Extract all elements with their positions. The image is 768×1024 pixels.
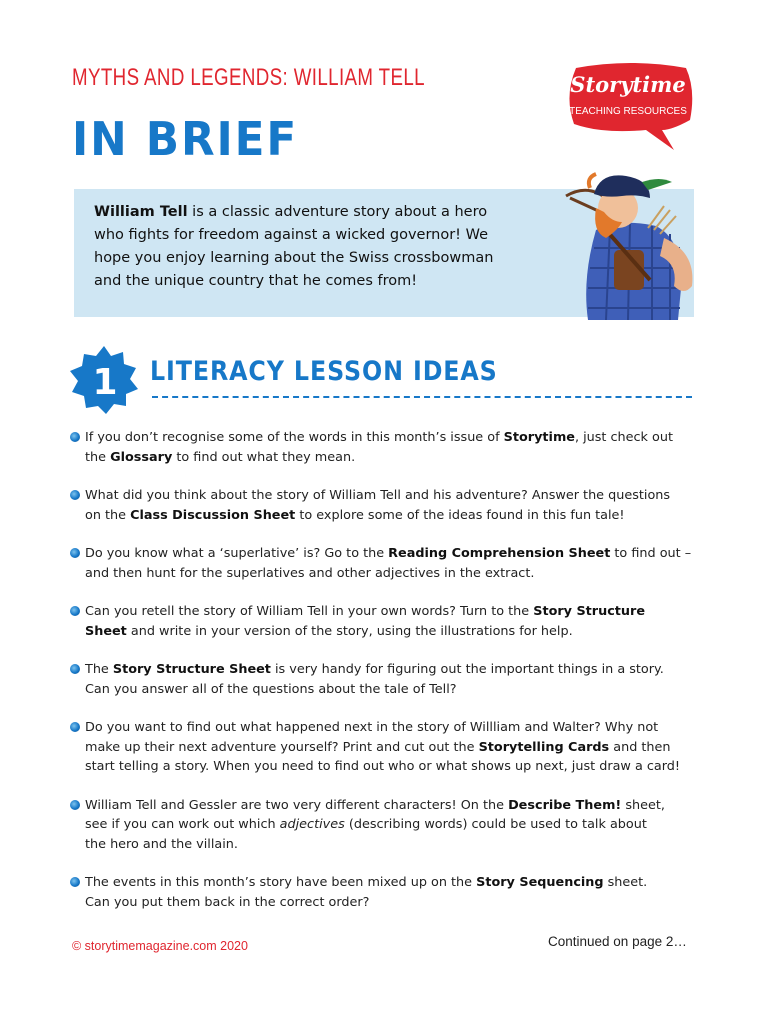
idea-bold: Reading Comprehension Sheet bbox=[388, 546, 611, 561]
list-item bbox=[70, 486, 710, 525]
list-item bbox=[70, 796, 710, 855]
idea-text: Can you retell the story of William Tell in your own words? Turn to the bbox=[85, 604, 534, 619]
page-subtitle: MYTHS AND LEGENDS: WILLIAM TELL bbox=[72, 64, 425, 91]
idea-text: to find out what they mean. bbox=[172, 449, 356, 465]
idea-text: (describing words) could be used to talk about bbox=[344, 817, 647, 832]
idea-bold: Storytelling Cards bbox=[478, 739, 610, 755]
idea-bold: Story Structure bbox=[533, 604, 646, 619]
bullet-icon bbox=[70, 800, 80, 810]
intro-name: William Tell bbox=[94, 204, 188, 220]
intro-line-3: hope you enjoy learning about the Swiss crossbowman bbox=[94, 250, 494, 266]
storytime-logo bbox=[562, 60, 698, 152]
intro-text bbox=[94, 201, 554, 293]
idea-text: Do you want to find out what happened next in the story of Willliam and Walter? Why not bbox=[85, 720, 659, 735]
list-item bbox=[70, 873, 710, 912]
idea-text: the bbox=[85, 449, 111, 465]
section-title: LITERACY LESSON IDEAS bbox=[150, 356, 498, 387]
page-title: IN BRIEF bbox=[72, 112, 299, 166]
bullet-icon bbox=[70, 432, 80, 442]
bullet-icon bbox=[70, 664, 80, 674]
logo-tagline: TEACHING RESOURCES bbox=[569, 106, 687, 117]
idea-bold: Storytime bbox=[503, 430, 575, 445]
idea-text: sheet. bbox=[603, 875, 648, 890]
idea-text: , just check out bbox=[574, 430, 673, 445]
idea-text: see if you can work out which bbox=[85, 817, 280, 832]
idea-bold: Story Structure Sheet bbox=[112, 662, 271, 677]
lesson-ideas-list bbox=[70, 428, 710, 912]
list-item bbox=[70, 544, 710, 583]
section-number: 1 bbox=[92, 362, 118, 403]
intro-line-2: who fights for freedom against a wicked governor! We bbox=[94, 227, 488, 243]
idea-text: and then hunt for the superlatives and other adjectives in the extract. bbox=[85, 565, 535, 581]
idea-text: start telling a story. When you need to find out who or what shows up next, just draw a card! bbox=[85, 759, 681, 774]
idea-text: is very handy for figuring out the important things in a story. bbox=[270, 662, 664, 677]
idea-text: the hero and the villain. bbox=[85, 836, 238, 852]
idea-text: Can you answer all of the questions about the tale of Tell? bbox=[85, 681, 457, 697]
idea-bold: Class Discussion Sheet bbox=[130, 507, 296, 523]
intro-line-1: is a classic adventure story about a hero bbox=[187, 204, 488, 220]
idea-text: Can you put them back in the correct order? bbox=[85, 894, 370, 910]
idea-bold: Glossary bbox=[110, 449, 173, 465]
idea-text: to explore some of the ideas found in this fun tale! bbox=[295, 507, 625, 523]
list-item bbox=[70, 660, 710, 699]
bullet-icon bbox=[70, 722, 80, 732]
idea-text: If you don’t recognise some of the words in this month’s issue of bbox=[85, 430, 504, 445]
intro-line-4: and the unique country that he comes from! bbox=[94, 273, 418, 289]
idea-text: What did you think about the story of William Tell and his adventure? Answer the questions bbox=[85, 488, 671, 503]
idea-bold: Sheet bbox=[85, 623, 127, 639]
logo-brand: Storytime bbox=[570, 72, 686, 97]
bullet-icon bbox=[70, 606, 80, 616]
idea-text: sheet, bbox=[621, 797, 665, 813]
section-divider bbox=[152, 396, 692, 398]
idea-text: and then bbox=[609, 739, 671, 755]
idea-bold: Story Sequencing bbox=[476, 875, 604, 890]
idea-text: and write in your version of the story, using the illustrations for help. bbox=[126, 623, 573, 639]
idea-text: The events in this month’s story have been mixed up on the bbox=[85, 875, 477, 890]
list-item bbox=[70, 718, 710, 777]
list-item bbox=[70, 602, 710, 641]
idea-text: The bbox=[85, 662, 113, 677]
bullet-icon bbox=[70, 548, 80, 558]
bullet-icon bbox=[70, 490, 80, 500]
section-number-badge bbox=[68, 344, 140, 416]
idea-italic: adjectives bbox=[279, 817, 345, 832]
copyright-link[interactable]: © storytimemagazine.com 2020 bbox=[72, 939, 248, 953]
idea-text: on the bbox=[85, 507, 131, 523]
continued-note: Continued on page 2… bbox=[548, 934, 687, 949]
idea-text: to find out – bbox=[610, 546, 692, 561]
idea-bold: Describe Them! bbox=[508, 797, 622, 813]
idea-text: William Tell and Gessler are two very different characters! On the bbox=[85, 797, 509, 813]
idea-text: Do you know what a ‘superlative’ is? Go to the bbox=[85, 546, 389, 561]
william-tell-illustration bbox=[560, 168, 700, 320]
list-item bbox=[70, 428, 710, 467]
idea-text: make up their next adventure yourself? Print and cut out the bbox=[85, 739, 479, 755]
bullet-icon bbox=[70, 877, 80, 887]
